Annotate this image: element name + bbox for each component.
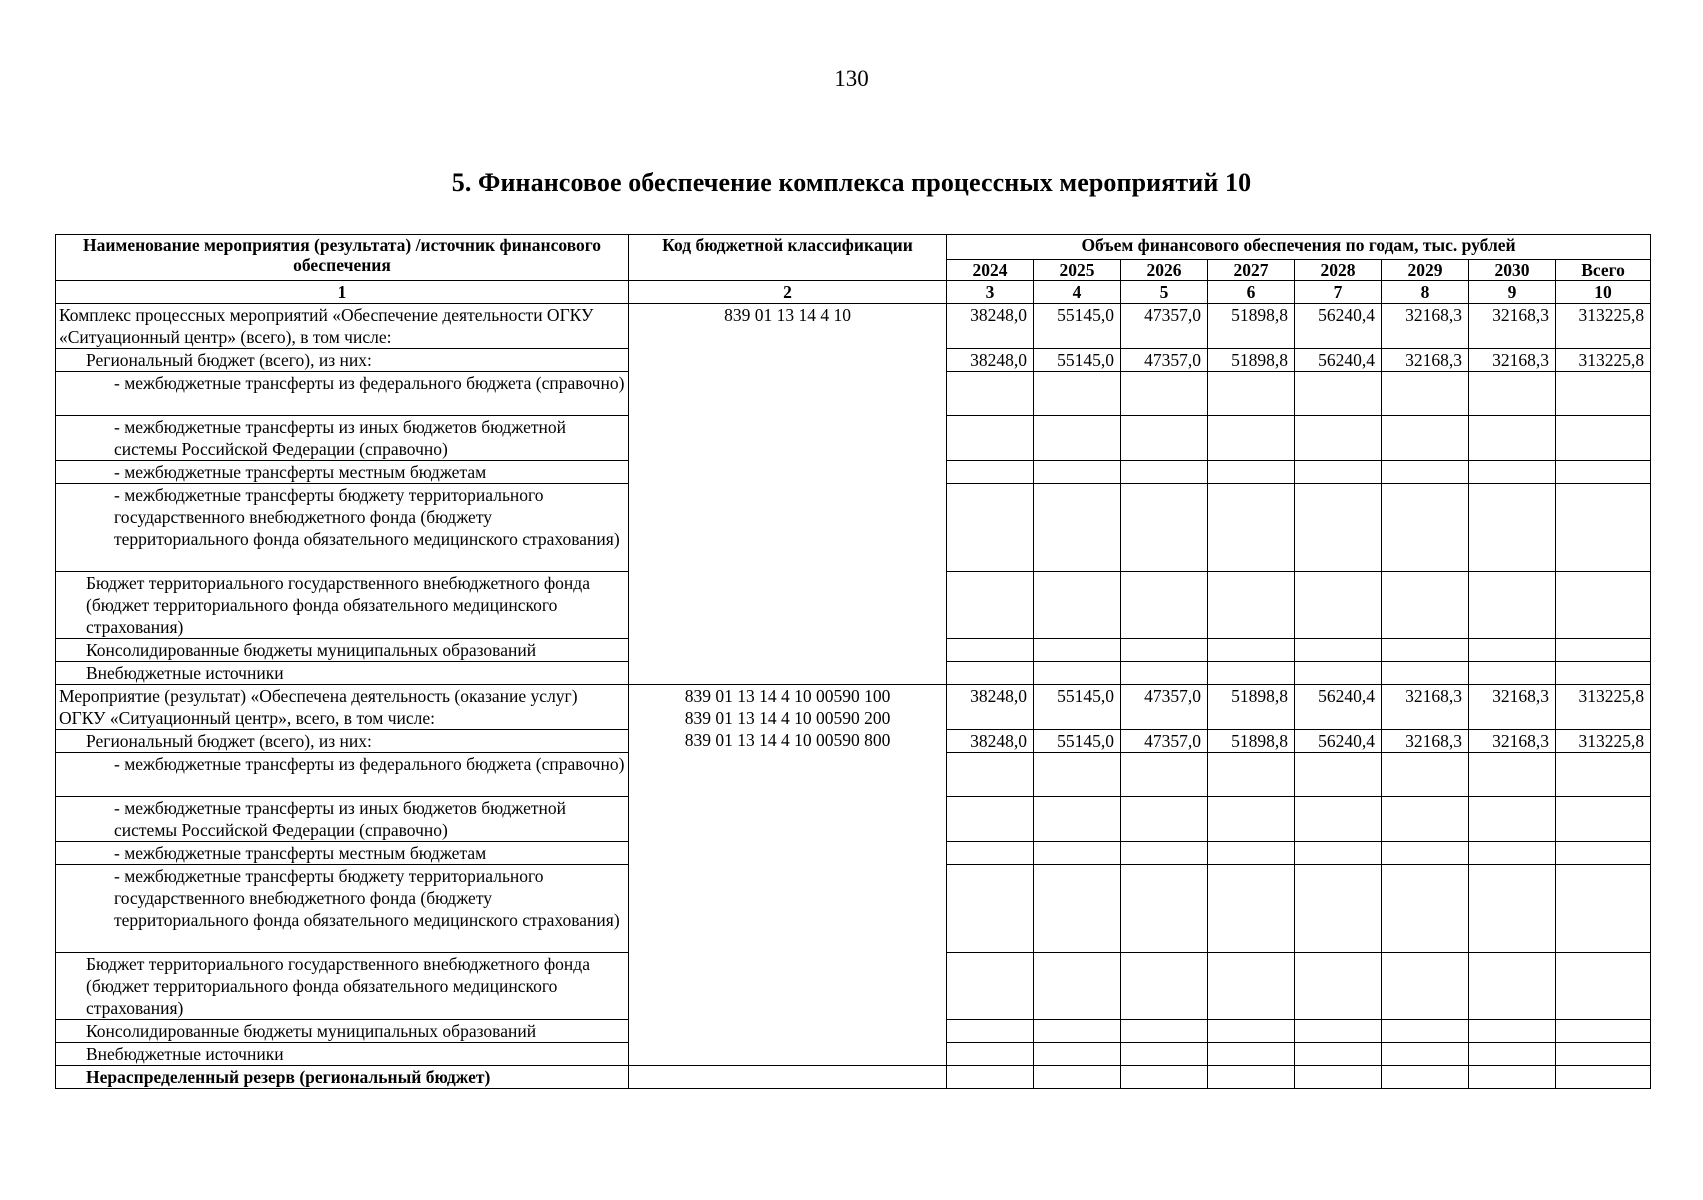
value-cell [1295,797,1382,842]
value-cell [1382,416,1469,461]
value-cell [947,484,1034,572]
value-cell [1469,753,1556,797]
value-cell [947,1066,1034,1089]
value-cell [1034,372,1121,416]
value-cell [947,572,1034,639]
value-cell [1208,461,1295,484]
value-cell [1295,1043,1382,1066]
value-cell [629,1066,947,1089]
header-total: Всего [1556,260,1651,281]
value-cell [1382,753,1469,797]
value-cell: 32168,3 [1382,730,1469,753]
value-cell [1556,865,1651,953]
value-cell [947,662,1034,685]
budget-code-line: 839 01 13 14 4 10 00590 800 [684,730,891,750]
value-cell [1034,461,1121,484]
row-name: Консолидированные бюджеты муниципальных образований [56,639,629,662]
value-cell: 55145,0 [1034,730,1121,753]
value-cell [1469,953,1556,1020]
value-cell: 32168,3 [1469,730,1556,753]
budget-code [629,685,947,1066]
value-cell [1208,416,1295,461]
value-cell [1382,953,1469,1020]
value-cell: 32168,3 [1469,349,1556,372]
value-cell [1034,662,1121,685]
value-cell [1295,461,1382,484]
row-name: Мероприятие (результат) «Обеспечена деятельность (оказание услуг) ОГКУ «Ситуационный центр», всего, в том числе: [56,685,629,730]
column-number: 5 [1121,281,1208,304]
value-cell [1034,797,1121,842]
column-number: 6 [1208,281,1295,304]
value-cell [1295,662,1382,685]
value-cell [1034,572,1121,639]
row-name: Комплекс процессных мероприятий «Обеспечение деятельности ОГКУ «Ситуационный центр» (всего), в том числе: [56,304,629,349]
value-cell: 55145,0 [1034,304,1121,349]
value-cell [1382,372,1469,416]
reserve-row-name: Нераспределенный резерв (региональный бюджет) [56,1066,629,1089]
value-cell [947,753,1034,797]
value-cell [1382,865,1469,953]
header-year: 2026 [1121,260,1208,281]
value-cell [1382,1066,1469,1089]
value-cell: 313225,8 [1556,304,1651,349]
value-cell [1295,1020,1382,1043]
value-cell [1556,753,1651,797]
value-cell: 32168,3 [1382,349,1469,372]
page-number: 130 [834,66,869,91]
value-cell [947,639,1034,662]
value-cell [1034,416,1121,461]
value-cell [1556,797,1651,842]
value-cell [1034,953,1121,1020]
value-cell [1034,1020,1121,1043]
value-cell [1034,753,1121,797]
value-cell [1121,484,1208,572]
value-cell [1295,572,1382,639]
value-cell: 51898,8 [1208,685,1295,730]
value-cell [1121,1066,1208,1089]
value-cell [1556,1020,1651,1043]
value-cell: 38248,0 [947,685,1034,730]
value-cell [1382,842,1469,865]
value-cell [1556,461,1651,484]
value-cell [1121,572,1208,639]
value-cell [1469,372,1556,416]
budget-code-line: 839 01 13 14 4 10 00590 100 [684,686,891,706]
value-cell [1382,461,1469,484]
value-cell: 32168,3 [1382,685,1469,730]
value-cell [1295,1066,1382,1089]
column-number: 3 [947,281,1034,304]
value-cell [1208,484,1295,572]
value-cell [1469,797,1556,842]
row-name: - межбюджетные трансферты из федерального бюджета (справочно) [56,372,629,416]
value-cell [1556,484,1651,572]
value-cell [1121,753,1208,797]
value-cell [947,953,1034,1020]
value-cell: 313225,8 [1556,349,1651,372]
value-cell [1295,372,1382,416]
value-cell: 56240,4 [1295,730,1382,753]
row-name: - межбюджетные трансферты бюджету территориального государственного внебюджетного фонда (бюджету территориального фонда обязательного медицинского страхования) [56,865,629,953]
value-cell [1208,842,1295,865]
value-cell [1469,662,1556,685]
value-cell: 55145,0 [1034,685,1121,730]
row-name: - межбюджетные трансферты местным бюджетам [56,842,629,865]
column-number: 9 [1469,281,1556,304]
value-cell [1469,461,1556,484]
table-row [56,304,1651,349]
header-year: 2027 [1208,260,1295,281]
row-name: - межбюджетные трансферты из федерального бюджета (справочно) [56,753,629,797]
table-row [56,685,1651,730]
value-cell [1208,797,1295,842]
value-cell [1382,1043,1469,1066]
value-cell: 38248,0 [947,730,1034,753]
row-name: - межбюджетные трансферты местным бюджетам [56,461,629,484]
value-cell [1121,662,1208,685]
document-title: 5. Финансовое обеспечение комплекса процессных мероприятий 10 [451,168,1252,197]
value-cell [1121,1043,1208,1066]
value-cell: 47357,0 [1121,304,1208,349]
row-name: - межбюджетные трансферты бюджету территориального государственного внебюджетного фонда (бюджету территориального фонда обязательного медицинского страхования) [56,484,629,572]
value-cell [1121,797,1208,842]
value-cell [1469,842,1556,865]
value-cell [947,797,1034,842]
value-cell: 56240,4 [1295,304,1382,349]
value-cell [1295,865,1382,953]
value-cell [1208,1043,1295,1066]
value-cell [947,372,1034,416]
value-cell [1556,372,1651,416]
value-cell [947,842,1034,865]
reserve-row [56,1066,1651,1089]
value-cell: 32168,3 [1469,685,1556,730]
column-number: 8 [1382,281,1469,304]
value-cell: 38248,0 [947,349,1034,372]
header-year: 2025 [1034,260,1121,281]
row-name: - межбюджетные трансферты из иных бюджетов бюджетной системы Российской Федерации (справочно) [56,416,629,461]
header-year: 2028 [1295,260,1382,281]
value-cell [1034,484,1121,572]
value-cell [1208,953,1295,1020]
value-cell [1208,662,1295,685]
value-cell [947,1020,1034,1043]
column-number: 1 [56,281,629,304]
value-cell: 38248,0 [947,304,1034,349]
value-cell [947,865,1034,953]
value-cell [1208,865,1295,953]
value-cell [1295,953,1382,1020]
value-cell [1208,639,1295,662]
value-cell [947,1043,1034,1066]
row-name: Бюджет территориального государственного внебюджетного фонда (бюджет территориального фонда обязательного медицинского страхования) [56,953,629,1020]
header-name: Наименование мероприятия (результата) /источник финансового обеспечения [56,235,629,281]
value-cell: 51898,8 [1208,730,1295,753]
row-name: Региональный бюджет (всего), из них: [56,730,629,753]
value-cell [1208,1020,1295,1043]
value-cell: 32168,3 [1382,304,1469,349]
value-cell [1469,865,1556,953]
value-cell [1382,1020,1469,1043]
value-cell [1295,416,1382,461]
value-cell [1208,753,1295,797]
value-cell [1034,639,1121,662]
value-cell [1556,572,1651,639]
value-cell: 47357,0 [1121,685,1208,730]
value-cell: 51898,8 [1208,304,1295,349]
header-year: 2030 [1469,260,1556,281]
column-number: 10 [1556,281,1651,304]
value-cell [1208,372,1295,416]
value-cell [1556,662,1651,685]
value-cell [1469,1020,1556,1043]
value-cell [1469,1066,1556,1089]
value-cell [1121,842,1208,865]
value-cell [1034,1066,1121,1089]
column-number: 4 [1034,281,1121,304]
budget-code-line: 839 01 13 14 4 10 00590 200 [684,708,891,728]
value-cell [947,416,1034,461]
value-cell [1295,484,1382,572]
value-cell [1034,842,1121,865]
value-cell [1469,639,1556,662]
value-cell [1121,461,1208,484]
value-cell: 56240,4 [1295,685,1382,730]
value-cell [1382,797,1469,842]
value-cell: 32168,3 [1469,304,1556,349]
value-cell [1295,842,1382,865]
value-cell [1208,572,1295,639]
value-cell [1556,842,1651,865]
value-cell [1034,865,1121,953]
value-cell: 56240,4 [1295,349,1382,372]
row-name: Бюджет территориального государственного внебюджетного фонда (бюджет территориального фонда обязательного медицинского страхования) [56,572,629,639]
value-cell [1295,753,1382,797]
budget-code: 839 01 13 14 4 10 [629,304,947,685]
row-name: Внебюджетные источники [56,1043,629,1066]
value-cell: 47357,0 [1121,730,1208,753]
value-cell: 313225,8 [1556,730,1651,753]
column-number: 2 [629,281,947,304]
value-cell [1034,1043,1121,1066]
value-cell [1556,1043,1651,1066]
value-cell: 51898,8 [1208,349,1295,372]
financing-table [55,234,1651,1089]
value-cell [1121,639,1208,662]
value-cell [1556,953,1651,1020]
value-cell [1208,1066,1295,1089]
value-cell [1469,572,1556,639]
value-cell [1382,639,1469,662]
header-code: Код бюджетной классификации [629,235,947,281]
value-cell [1469,1043,1556,1066]
value-cell [1121,865,1208,953]
header-volume: Объем финансового обеспечения по годам, тыс. рублей [947,235,1651,260]
row-name: Внебюджетные источники [56,662,629,685]
value-cell: 55145,0 [1034,349,1121,372]
value-cell [1382,662,1469,685]
value-cell [1121,953,1208,1020]
value-cell [1121,416,1208,461]
value-cell [1295,639,1382,662]
value-cell [1556,639,1651,662]
column-number: 7 [1295,281,1382,304]
value-cell: 313225,8 [1556,685,1651,730]
header-year: 2029 [1382,260,1469,281]
value-cell [1469,416,1556,461]
value-cell [1382,484,1469,572]
row-name: - межбюджетные трансферты из иных бюджетов бюджетной системы Российской Федерации (справочно) [56,797,629,842]
value-cell [1556,1066,1651,1089]
value-cell: 47357,0 [1121,349,1208,372]
value-cell [1556,416,1651,461]
value-cell [1382,572,1469,639]
value-cell [1121,1020,1208,1043]
row-name: Консолидированные бюджеты муниципальных образований [56,1020,629,1043]
value-cell [1121,372,1208,416]
value-cell [947,461,1034,484]
value-cell [1469,484,1556,572]
header-year: 2024 [947,260,1034,281]
row-name: Региональный бюджет (всего), из них: [56,349,629,372]
